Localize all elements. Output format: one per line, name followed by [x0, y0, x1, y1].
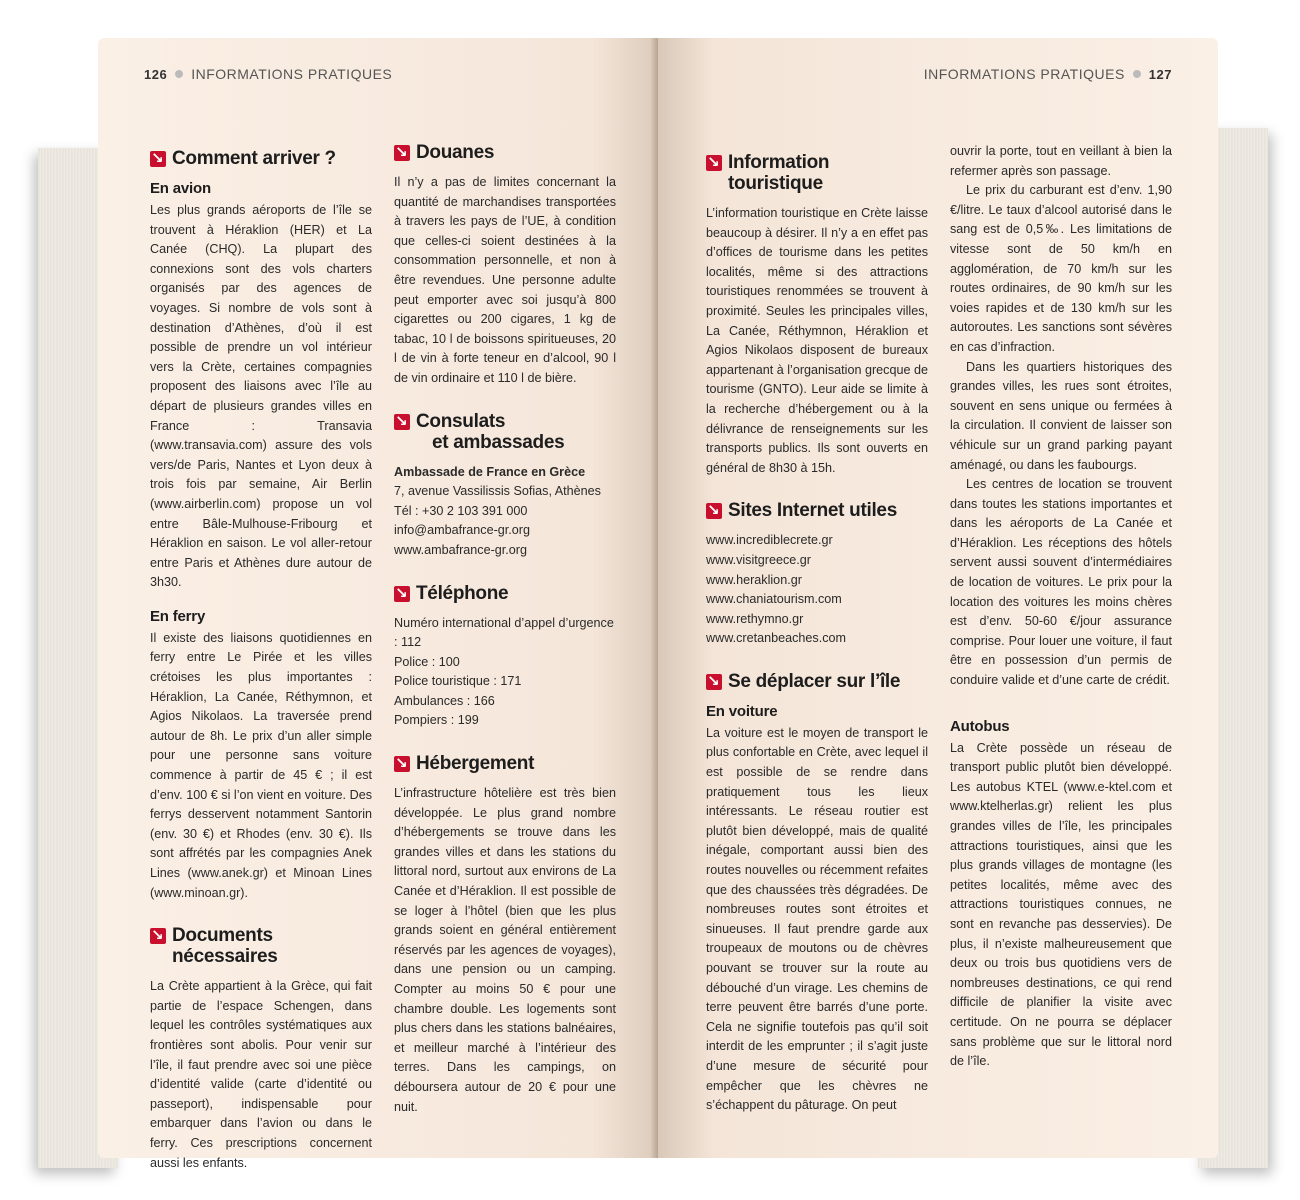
website-link: www.rethymno.gr — [706, 611, 804, 626]
right-column-2 — [950, 142, 1172, 1086]
subsection-heading: En ferry — [150, 607, 206, 625]
arrow-bullet-icon — [150, 928, 166, 944]
phone-line: Police : 100 — [394, 654, 460, 669]
website-link: www.heraklion.gr — [706, 572, 802, 587]
paragraph: Il existe des liaisons quotidiennes en ferry entre Le Pirée et les villes crétoises les plus importantes : Héraklion, La Canée, Réthymnon, et Agios Nikolaos. La traversée prend autour de 8h. Le prix d’un aller simple pour une personne sans voiture commence à partir de 45 € ; il est d’env. 100 € si l’on vient en voiture. Des ferrys desservent notamment Santorin (env. 30 €) et Rhodes (env. 30 €). Ils sont affrétés par les compagnies Anek Lines (www.anek.gr) et Minoan Lines (www.minoan.gr). — [150, 630, 372, 900]
section-se-deplacer — [706, 671, 928, 1116]
phone-line: Numéro international d’appel d’urgence : 112 — [394, 615, 614, 650]
arrow-bullet-icon — [394, 756, 410, 772]
section-hebergement — [394, 753, 616, 1117]
arrow-bullet-icon — [394, 586, 410, 602]
section-consulats — [394, 411, 616, 561]
section-title: ↘ Sites Internet utiles — [706, 500, 928, 521]
paragraph: L’infrastructure hôtelière est très bien développée. Le plus grand nombre d’hébergements se trouve dans les grandes villes et dans les stations du littoral nord, surtout aux environs de La Canée et d’Héraklion. Il est possible de se loger à l’hôtel (bien que les plus grands soient en général entièrement réservés par les agences de voyages), dans une pension ou un camping. Compter au moins 50 € pour une chambre double. Les logements sont plus chers dans les stations balnéaires, et meilleur marché à l’intérieur des terres. Dans les campings, on déboursera autour de 20 € pour une nuit. — [394, 786, 616, 1114]
section-title: ↘ Se déplacer sur l’île — [706, 671, 928, 692]
paragraph: Il n’y a pas de limites concernant la quantité de marchandises transportées à travers les pays de l’UE, à condition que celles-ci soient destinées à la consommation personnelle, et non à être revendues. Une personne adulte peut emporter avec soi jusqu’à 800 cigarettes ou 200 cigares, 1 kg de tabac, 10 l de boissons spiritueuses, 20 l de vin à forte teneur en d’alcool, 90 l de vin ordinaire et 110 l de bière. — [394, 175, 616, 385]
phone-line: Pompiers : 199 — [394, 713, 479, 728]
arrow-bullet-icon — [394, 145, 410, 161]
section-sites-internet — [706, 500, 928, 649]
embassy-email: info@ambafrance-gr.org — [394, 523, 530, 538]
paragraph: La Crète appartient à la Grèce, qui fait partie de l’espace Schengen, dans lequel les contrôles systématiques aux frontières sont abolis. Pour venir sur l’île, il faut prendre avec soi une pièce d’identité valide (carte d’identité ou passeport), indispensable pour embarquer dans l’avion ou dans le ferry. Ces prescriptions concernent aussi les enfants. — [150, 979, 372, 1170]
subsection-en-voiture — [706, 702, 928, 1116]
section-title: ↘ Information touristique — [706, 152, 928, 194]
page-number-left: 126 — [144, 66, 168, 82]
paragraph: Les plus grands aéroports de l’île se trouvent à Héraklion (HER) et La Canée (CHQ). La plupart des connexions sont des vols charters organisés par des agences de voyages. Si nombre de vols sont à destination d’Athènes, d’où il est possible de prendre un vol intérieur vers la Crète, certaines compagnies proposent des liaisons avec l’île au départ de plusieurs grandes villes en France : Transavia (www.transavia.com) assure des vols vers/de Paris, Nantes et Lyon deux à trois fois par semaine, Air Berlin (www.airberlin.com) propose un vol entre Bâle-Mulhouse-Fribourg et Héraklion en saison. Le vol aller-retour entre Paris et Athènes dure autour de 3h30. — [150, 203, 372, 590]
section-title: ↘ Douanes — [394, 142, 616, 163]
running-head-title: INFORMATIONS PRATIQUES — [191, 66, 393, 82]
left-page — [98, 38, 658, 1170]
website-link: www.chaniatourism.com — [706, 592, 842, 607]
phone-line: Ambulances : 166 — [394, 693, 495, 708]
section-title: ↘ Comment arriver ? — [150, 148, 372, 169]
section-info-touristique — [706, 152, 928, 478]
section-documents — [150, 925, 372, 1173]
section-title: ↘ Hébergement — [394, 753, 616, 774]
subsection-heading: En avion — [150, 180, 211, 197]
left-column-2 — [394, 142, 616, 1139]
right-page — [658, 38, 1218, 1158]
paragraph: La voiture est le moyen de transport le plus confortable en Crète, avec lequel il est possible de se rendre dans pratiquement tous les lieux intéressants. Le réseau routier est plutôt bien développé, mais de qualité inégale, comportant aussi bien des routes nouvelles ou récemment refaites que des chaussées très dégradées. De nombreuses routes sont étroites et sinueuses. Il faut prendre garde aux troupeaux de moutons ou de chèvres pouvant se trouver sur la route au débouché d’un virage. Les chemins de terre peuvent être barrés d’une porte. Cela ne signifie toutefois pas qu’il soit interdit de les emprunter ; il s’agit juste d’une mesure de sécurité pour empêcher que les chèvres ne s’échappent du pâturage. On peut — [706, 725, 928, 1113]
subsection-heading: En voiture — [706, 702, 778, 720]
subsection-en-ferry — [150, 607, 372, 903]
website-link: www.cretanbeaches.com — [706, 631, 846, 646]
section-comment-arriver — [150, 148, 372, 903]
bullet-dot-icon — [1133, 70, 1141, 78]
left-column-1 — [150, 148, 372, 1195]
website-link: www.incrediblecrete.gr — [706, 533, 833, 548]
page-number-right: 127 — [1148, 66, 1172, 82]
arrow-bullet-icon — [706, 503, 722, 519]
website-link: www.visitgreece.gr — [706, 552, 811, 567]
section-title: ↘ Consulats et ambassades — [394, 411, 616, 453]
section-douanes — [394, 142, 616, 389]
right-running-head — [924, 66, 1172, 82]
right-column-1 — [706, 152, 928, 1138]
open-book — [28, 18, 1276, 1188]
arrow-bullet-icon — [150, 151, 166, 167]
paragraph: ouvrir la porte, tout en veillant à bien la refermer après son passage. — [950, 144, 1172, 178]
bullet-dot-icon — [175, 70, 183, 78]
section-title: ↘ Téléphone — [394, 583, 616, 604]
embassy-name: Ambassade de France en Grèce — [394, 464, 586, 479]
arrow-bullet-icon — [394, 414, 410, 430]
paragraph: La Crète possède un réseau de transport public plutôt bien développé. Les autobus KTEL (www.e-ktel.com et www.ktelherlas.gr) relient les plus grandes villes de l’île, les principales attractions touristiques, ainsi que les plus grands villages de montagne (les petites localités, même avec des attractions touristiques connues, ne sont en revanche pas desservies). De plus, il n’existe malheureusement que deux ou trois bus quotidiens vers de nombreuses destinations, ce qui rend difficile de planifier la visite avec certitude. On ne pourra se déplacer sans problème que sur le littoral nord de l’île. — [950, 740, 1172, 1069]
subsection-en-avion — [150, 179, 372, 593]
embassy-address: 7, avenue Vassilissis Sofias, Athènes — [394, 484, 601, 499]
section-telephone — [394, 583, 616, 732]
running-head-title: INFORMATIONS PRATIQUES — [923, 66, 1125, 82]
phone-line: Police touristique : 171 — [394, 674, 522, 689]
subsection-heading: Autobus — [950, 717, 1010, 735]
embassy-website: www.ambafrance-gr.org — [394, 542, 527, 557]
arrow-bullet-icon — [706, 674, 722, 690]
paragraph: Les centres de location se trouvent dans toutes les stations importantes et dans les aéroports de La Canée et d’Héraklion. Les réceptions des hôtels servent aussi souvent d’intermédiaires de location de voitures. Le prix pour la location des voitures les moins chères est d’env. 50-60 €/jour assurance comprise. Pour louer une voiture, il faut être en possession d’un permis de conduire valide et d’une carte de crédit. — [950, 477, 1172, 688]
arrow-bullet-icon — [706, 155, 722, 171]
embassy-phone: Tél : +30 2 103 391 000 — [394, 503, 528, 518]
paragraph: Le prix du carburant est d’env. 1,90 €/litre. Le taux d’alcool autorisé dans le sang est de 0,5‰. Les limitations de vitesse sont de 50 km/h en agglomération, de 70 km/h sur les routes ordinaires, de 90 km/h sur les voies rapides et de 130 km/h sur les autoroutes. Les sanctions sont sévères en cas d’infraction. — [950, 183, 1172, 354]
section-title: ↘ Documents nécessaires — [150, 925, 372, 967]
subsection-autobus — [950, 717, 1172, 1072]
paragraph: L’information touristique en Crète laisse beaucoup à désirer. Il n’y a en effet pas d’offices de tourisme dans les petites localités, même si des attractions touristiques renommées se trouvent à proximité. Seules les principales villes, La Canée, Réthymnon, Héraklion et Agios Nikolaos disposent de bureaux appartenant à l’organisation grecque de tourisme (GNTO). Leur aide se limite à la recherche d’hébergement ou à la délivrance de renseignements sur les transports publics. Ils sont ouverts en général de 8h30 à 15h. — [706, 206, 928, 475]
paragraph: Dans les quartiers historiques des grandes villes, les rues sont étroites, souvent en sens unique ou fermées à la circulation. Il convient de laisser son véhicule sur un grand parking payant aménagé, ou dans les faubourgs. — [950, 359, 1172, 472]
left-running-head — [144, 66, 392, 82]
